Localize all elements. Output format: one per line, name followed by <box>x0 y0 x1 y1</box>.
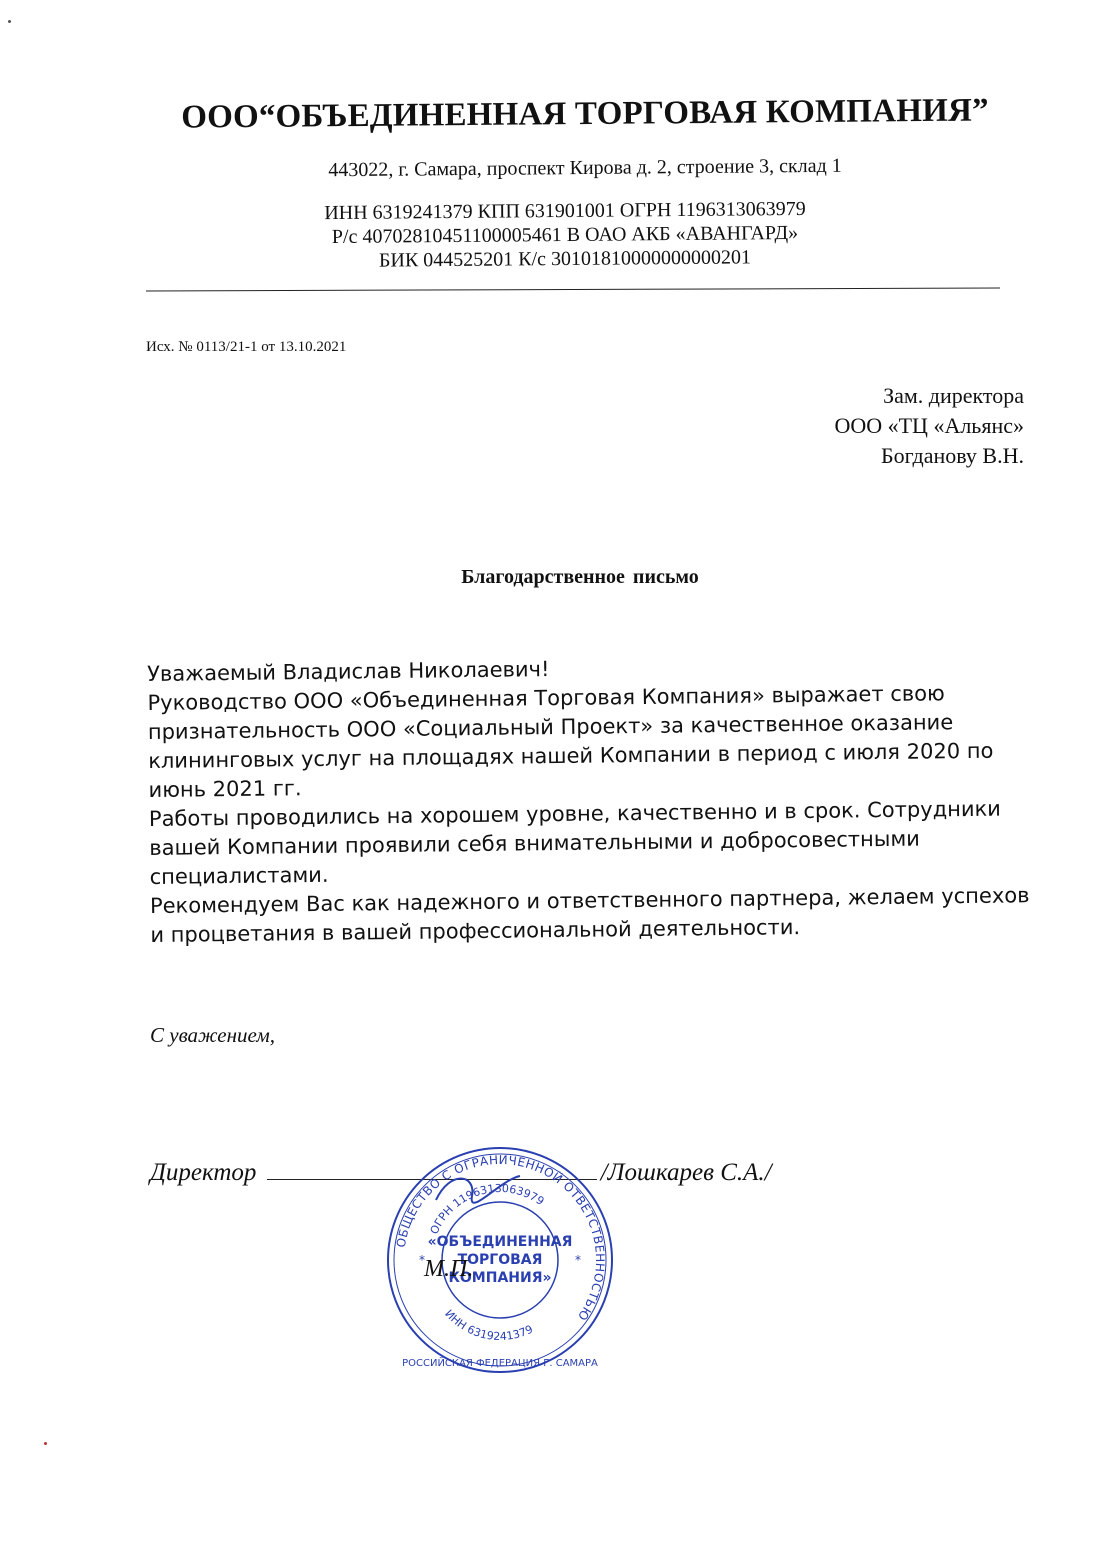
signer-position: Директор <box>150 1159 257 1186</box>
stamp-inn-text: ИНН 6319241379 <box>442 1307 536 1344</box>
body-line: Работы проводились на хорошем уровне, качественно и в срок. Сотрудники <box>148 796 1001 831</box>
svg-text:ИНН 6319241379 <box>442 1307 535 1343</box>
stamp-center-line-1: «ОБЪЕДИНЕННАЯ <box>427 1234 573 1250</box>
outgoing-number: Исх. № 0113/21-1 от 13.10.2021 <box>146 339 347 355</box>
recipient-name: Богданову В.Н. <box>881 443 1024 468</box>
recipient-position: Зам. директора <box>883 383 1024 408</box>
requisites-line-3: БИК 044525201 К/с 30101810000000000201 <box>378 246 752 272</box>
body-line: вашей Компании проявили себя внимательными и добросовестными <box>149 826 921 860</box>
stamp-bottom-text: РОССИЙСКАЯ ФЕДЕРАЦИЯ Г. САМАРА <box>402 1358 598 1369</box>
body-line: клининговых услуг на площадях нашей Компании в период с июля 2020 по <box>148 738 994 773</box>
body-line: Руководство ООО «Объединенная Торговая Компания» выражает свою <box>147 681 945 715</box>
greeting: Уважаемый Владислав Николаевич! <box>147 657 550 686</box>
body-line: июнь 2021 гг. <box>148 776 302 802</box>
seal-place: М.П. <box>424 1256 474 1282</box>
stamp-center-line-2: ТОРГОВАЯ <box>457 1252 543 1268</box>
stamp-ogrn-text: ОГРН 1196313063979 <box>427 1181 547 1237</box>
stamp-star-right: * <box>575 1253 581 1267</box>
letter-body <box>147 649 1030 950</box>
scan-speck <box>44 1442 47 1445</box>
company-address: 443022, г. Самара, проспект Кирова д. 2, строение 3, склад 1 <box>328 154 842 182</box>
body-line: Рекомендуем Вас как надежного и ответственного партнера, желаем успехов <box>149 883 1030 918</box>
recipient-block <box>640 381 1024 471</box>
body-line: специалистами. <box>149 862 329 889</box>
letter-title: Благодарственное письмо <box>461 566 699 588</box>
letterhead-divider <box>146 288 1000 292</box>
stamp-star-left: * <box>419 1253 425 1267</box>
requisites-line-1: ИНН 6319241379 КПП 631901001 ОГРН 1196313063979 <box>324 197 806 225</box>
company-name: ООО“ОБЪЕДИНЕННАЯ ТОРГОВАЯ КОМПАНИЯ” <box>181 92 989 136</box>
recipient-company: ООО «ТЦ «Альянс» <box>834 413 1024 438</box>
scan-speck <box>8 20 11 23</box>
signer-name: /Лошкарев С.А./ <box>600 1159 772 1186</box>
body-line: и процветания в вашей профессиональной деятельности. <box>150 915 801 947</box>
company-stamp <box>380 1140 620 1380</box>
requisites-line-2: Р/с 40702810451100005461 В ОАО АКБ «АВАНГАРД» <box>331 221 799 249</box>
body-line: признательность ООО «Социальный Проект» за качественное оказание <box>147 710 954 744</box>
stamp-outer-text: ОБЩЕСТВО С ОГРАНИЧЕННОЙ ОТВЕТСТВЕННОСТЬЮ <box>393 1152 608 1324</box>
stamp-center-line-3: КОМПАНИЯ» <box>448 1270 552 1286</box>
closing: С уважением, <box>150 1023 275 1047</box>
